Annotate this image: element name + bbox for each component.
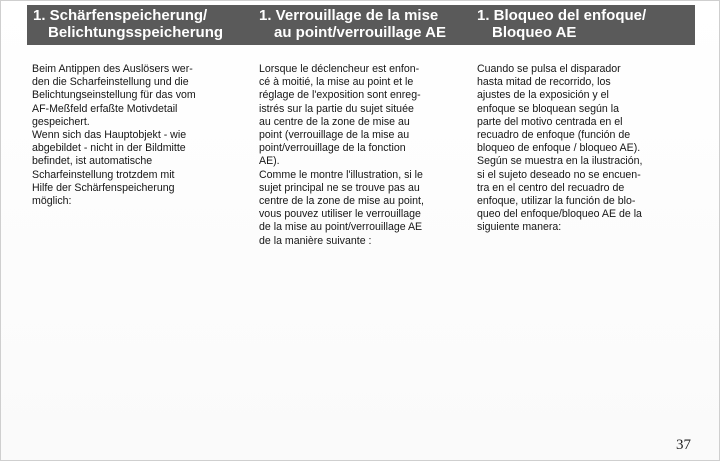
text-line: den die Scharfeinstellung und die xyxy=(32,76,189,89)
header-french-line2: au point/verrouillage AE xyxy=(274,24,446,41)
text-line: Cuando se pulsa el disparador xyxy=(477,63,621,75)
section-header-bar xyxy=(27,5,695,45)
header-german xyxy=(33,5,243,41)
page-number: 37 xyxy=(676,437,691,453)
text-line: au centre de la zone de mise au xyxy=(259,115,410,128)
text-line: cé à moitié, la mise au point et le xyxy=(259,76,414,89)
column-german xyxy=(32,63,237,208)
text-line: Belichtungseinstellung für das vom xyxy=(32,89,196,102)
text-line: point/verrouillage de la fonction xyxy=(259,142,406,155)
text-line: Beim Antippen des Auslösers wer- xyxy=(32,63,193,75)
text-line: AF-Meßfeld erfaßte Motivdetail xyxy=(32,102,178,115)
text-line: Comme le montre l'illustration, si le xyxy=(259,168,423,181)
header-spanish xyxy=(477,5,687,41)
header-french-line1: 1. Verrouillage de la mise xyxy=(259,7,439,24)
text-line: réglage de l'exposition sont enreg- xyxy=(259,89,421,102)
text-line: Hilfe der Schärfenspeicherung xyxy=(32,181,175,194)
text-line: istrés sur la partie du sujet située xyxy=(259,102,414,115)
text-line: Según se muestra en la ilustración, xyxy=(477,155,643,168)
text-line: sujet principal ne se trouve pas au xyxy=(259,181,420,194)
text-line: enfoque se bloquean según la xyxy=(477,102,619,115)
column-french xyxy=(259,63,464,248)
text-line: centre de la zone de mise au point, xyxy=(259,195,424,208)
text-line: Wenn sich das Hauptobjekt - wie xyxy=(32,129,187,142)
header-german-line1: 1. Schärfenspeicherung/ xyxy=(33,7,208,24)
text-line: möglich: xyxy=(32,195,72,208)
column-spanish xyxy=(477,63,682,235)
text-line: siguiente manera: xyxy=(477,221,562,234)
text-line: gespeichert. xyxy=(32,115,90,128)
text-line: AE). xyxy=(259,155,280,168)
text-line: recuadro de enfoque (función de xyxy=(477,129,631,142)
text-line: tra en el centro del recuadro de xyxy=(477,181,625,194)
text-line: befindet, ist automatische xyxy=(32,155,153,168)
text-line: ajustes de la exposición y el xyxy=(477,89,609,102)
header-french xyxy=(259,5,469,41)
text-line: queo del enfoque/bloqueo AE de la xyxy=(477,208,642,221)
text-line: bloqueo de enfoque / bloqueo AE). xyxy=(477,142,641,155)
text-line: vous pouvez utiliser le verrouillage xyxy=(259,208,421,221)
header-spanish-line1: 1. Bloqueo del enfoque/ xyxy=(477,7,647,24)
text-line: de la mise au point/verrouillage AE xyxy=(259,221,423,234)
text-line: hasta mitad de recorrido, los xyxy=(477,76,611,89)
header-german-line2: Belichtungsspeicherung xyxy=(48,24,224,41)
text-line: point (verrouillage de la mise au xyxy=(259,129,410,142)
text-line: Lorsque le déclencheur est enfon- xyxy=(259,63,420,75)
text-line: abgebildet - nicht in der Bildmitte xyxy=(32,142,186,155)
text-line: si el sujeto deseado no se encuen- xyxy=(477,168,641,181)
text-line: de la manière suivante : xyxy=(259,234,372,247)
header-spanish-line2: Bloqueo AE xyxy=(492,24,577,41)
text-line: enfoque, utilizar la función de blo- xyxy=(477,195,636,208)
text-line: Scharfeinstellung trotzdem mit xyxy=(32,168,175,181)
text-line: parte del motivo centrada en el xyxy=(477,115,623,128)
